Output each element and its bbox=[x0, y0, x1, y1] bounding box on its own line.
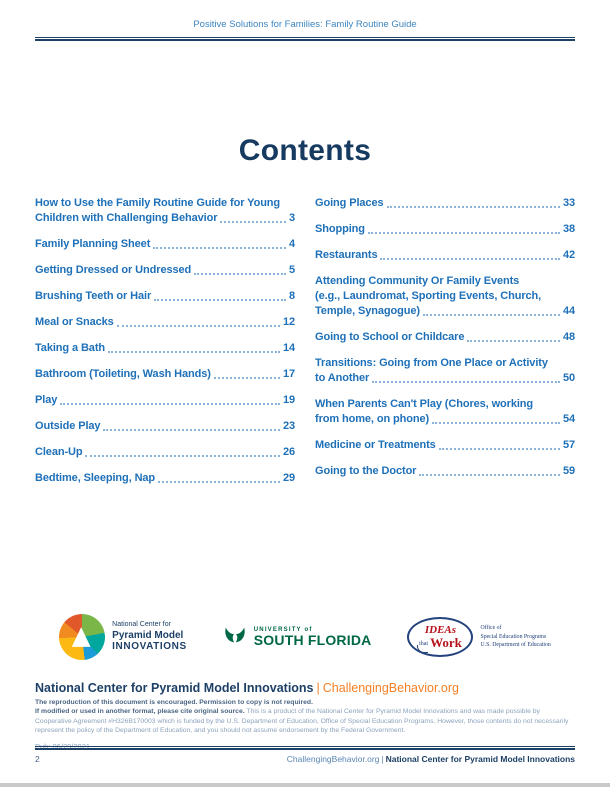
osep-text: Office of bbox=[480, 624, 502, 631]
ncpmi-swirl-icon bbox=[59, 614, 105, 660]
footer bbox=[35, 681, 575, 751]
toc-entry[interactable] bbox=[35, 289, 295, 304]
toc-entry-page: 23 bbox=[282, 420, 295, 432]
toc-entry[interactable] bbox=[315, 356, 575, 386]
usf-logo-text: SOUTH FLORIDA bbox=[253, 631, 372, 648]
toc-entry-page: 42 bbox=[562, 249, 575, 261]
dotted-leader bbox=[158, 481, 280, 483]
toc-entry-title: Play bbox=[35, 394, 58, 406]
toc-entry-title: Bedtime, Sleeping, Nap bbox=[35, 472, 156, 484]
toc-entry[interactable] bbox=[315, 274, 575, 319]
toc-entry[interactable] bbox=[315, 397, 575, 427]
toc-entry-title: Taking a Bath bbox=[35, 342, 106, 354]
logo-row bbox=[0, 614, 610, 660]
toc-entry-title: Restaurants bbox=[315, 249, 378, 261]
toc-entry[interactable] bbox=[35, 419, 295, 434]
toc-entry[interactable] bbox=[35, 237, 295, 252]
toc-entry-page: 5 bbox=[288, 264, 295, 276]
page-bottom-edge bbox=[0, 783, 610, 787]
toc-entry-page: 8 bbox=[288, 290, 295, 302]
dotted-leader bbox=[153, 247, 286, 249]
dotted-leader bbox=[194, 273, 286, 275]
dotted-leader bbox=[439, 448, 560, 450]
table-of-contents bbox=[35, 196, 575, 497]
toc-entry-title: Going to School or Childcare bbox=[315, 331, 465, 343]
toc-entry-title: Family Planning Sheet bbox=[35, 238, 151, 250]
page-footer-bar bbox=[35, 754, 575, 764]
footer-divider bbox=[35, 746, 575, 750]
toc-entry-page: 19 bbox=[282, 394, 295, 406]
toc-entry-title: Going to the Doctor bbox=[315, 465, 417, 477]
copyright-notice-line: The reproduction of this document is encouraged. Permission to copy is not required. bbox=[35, 699, 313, 706]
toc-entry[interactable] bbox=[315, 438, 575, 453]
toc-entry-page: 50 bbox=[562, 372, 575, 384]
toc-entry-title: (e.g., Laundromat, Sporting Events, Church, bbox=[315, 290, 542, 302]
footer-bottom-org: National Center for Pyramid Model Innovations bbox=[385, 754, 575, 764]
running-header: Positive Solutions for Families: Family Routine Guide bbox=[193, 19, 417, 30]
footer-bottom-site-link[interactable]: ChallengingBehavior.org bbox=[286, 754, 380, 764]
dotted-leader bbox=[214, 377, 280, 379]
toc-entry-title: When Parents Can't Play (Chores, working bbox=[315, 398, 534, 410]
toc-entry-page: 29 bbox=[282, 472, 295, 484]
toc-entry-page: 59 bbox=[562, 465, 575, 477]
toc-entry-title: Outside Play bbox=[35, 420, 101, 432]
toc-entry-title: Clean-Up bbox=[35, 446, 83, 458]
toc-entry-page: 54 bbox=[562, 413, 575, 425]
ncpmi-logo-text: National Center for bbox=[112, 621, 171, 629]
toc-entry-title: Brushing Teeth or Hair bbox=[35, 290, 152, 302]
toc-entry[interactable] bbox=[35, 367, 295, 382]
toc-entry-title: Medicine or Treatments bbox=[315, 439, 436, 451]
toc-entry-page: 38 bbox=[562, 223, 575, 235]
dotted-leader bbox=[108, 351, 280, 353]
toc-entry-page: 33 bbox=[562, 197, 575, 209]
toc-entry-title: Transitions: Going from One Place or Activity bbox=[315, 357, 548, 369]
dotted-leader bbox=[467, 340, 560, 342]
ncpmi-logo-text: Pyramid Model bbox=[112, 629, 184, 641]
toc-entry-title: Attending Community Or Family Events bbox=[315, 275, 520, 287]
dotted-leader bbox=[368, 232, 560, 234]
toc-column-right bbox=[315, 196, 575, 497]
copyright-notice-body bbox=[35, 707, 575, 735]
toc-entry-title: Getting Dressed or Undressed bbox=[35, 264, 192, 276]
ideas-oval-icon bbox=[407, 617, 473, 657]
toc-entry-page: 17 bbox=[282, 368, 295, 380]
footer-site-link[interactable]: ChallengingBehavior.org bbox=[322, 681, 459, 695]
copyright-notice-bold: If modified or used in another format, please cite original source. bbox=[35, 708, 245, 716]
toc-entry[interactable] bbox=[315, 248, 575, 263]
toc-entry-page: 4 bbox=[288, 238, 295, 250]
toc-entry[interactable] bbox=[315, 464, 575, 479]
toc-entry[interactable] bbox=[315, 330, 575, 345]
toc-entry[interactable] bbox=[315, 196, 575, 211]
footer-bottom-pipe: | bbox=[381, 754, 384, 764]
dotted-leader bbox=[154, 299, 286, 301]
toc-entry[interactable] bbox=[35, 315, 295, 330]
toc-entry-page: 26 bbox=[282, 446, 295, 458]
dotted-leader bbox=[60, 403, 280, 405]
dotted-leader bbox=[103, 429, 280, 431]
toc-entry-title: to Another bbox=[315, 372, 370, 384]
dotted-leader bbox=[432, 422, 560, 424]
toc-entry-page: 14 bbox=[282, 342, 295, 354]
page-number: 2 bbox=[35, 754, 40, 764]
dotted-leader bbox=[380, 258, 559, 260]
toc-entry-title: Children with Challenging Behavior bbox=[35, 212, 218, 224]
dotted-leader bbox=[117, 325, 280, 327]
toc-entry-title: How to Use the Family Routine Guide for Young bbox=[35, 197, 281, 209]
osep-text: U.S. Department of Education bbox=[480, 642, 551, 649]
toc-column-left bbox=[35, 196, 295, 497]
toc-entry-page: 3 bbox=[288, 212, 295, 224]
ideas-that-work-logo bbox=[407, 617, 550, 657]
toc-entry-page: 12 bbox=[282, 316, 295, 328]
usf-bull-icon bbox=[223, 623, 247, 652]
dotted-leader bbox=[419, 474, 560, 476]
publication-date: Pub: 06/29/2021 bbox=[35, 742, 91, 752]
toc-entry-title: Meal or Snacks bbox=[35, 316, 114, 328]
toc-entry[interactable] bbox=[35, 393, 295, 408]
ideas-logo-text: Work bbox=[430, 635, 462, 650]
toc-entry[interactable] bbox=[315, 222, 575, 237]
ncpmi-logo-text: INNOVATIONS bbox=[112, 641, 187, 653]
toc-entry-page: 57 bbox=[562, 439, 575, 451]
toc-entry[interactable] bbox=[35, 445, 295, 460]
dotted-leader bbox=[423, 314, 560, 316]
toc-entry-title: Shopping bbox=[315, 223, 365, 235]
ideas-arrow-icon bbox=[417, 645, 428, 653]
usf-logo-text: UNIVERSITY of bbox=[253, 626, 313, 633]
osep-text: Special Education Programs bbox=[480, 633, 547, 640]
dotted-leader bbox=[387, 206, 560, 208]
footer-pipe: | bbox=[316, 681, 320, 695]
dotted-leader bbox=[85, 455, 279, 457]
usf-logo bbox=[223, 623, 372, 652]
header-divider bbox=[35, 37, 575, 41]
toc-entry[interactable] bbox=[35, 196, 295, 226]
toc-entry[interactable] bbox=[35, 341, 295, 356]
dotted-leader bbox=[220, 221, 286, 223]
page-title: Contents bbox=[238, 134, 372, 167]
toc-entry-title: Going Places bbox=[315, 197, 384, 209]
toc-entry-page: 48 bbox=[562, 331, 575, 343]
toc-entry-title: from home, on phone) bbox=[315, 413, 430, 425]
dotted-leader bbox=[372, 381, 560, 383]
ncpmi-logo bbox=[59, 614, 187, 660]
copyright-notice-rest: This is a product of the National Center for Pyramid Model Innovations and was made possible by Cooperative Agreement #H326B170003 which is funded by the U.S. Department of Education, Office of Special Education Programs. However, those contents do not necessarily represent the policy of the Department of Education, and you should not assume endorsement by the Federal Government. bbox=[35, 708, 569, 734]
toc-entry[interactable] bbox=[35, 263, 295, 278]
toc-entry-title: Temple, Synagogue) bbox=[315, 305, 420, 317]
footer-org-name: National Center for Pyramid Model Innovations bbox=[35, 681, 314, 695]
toc-entry-title: Bathroom (Toileting, Wash Hands) bbox=[35, 368, 211, 380]
toc-entry[interactable] bbox=[35, 471, 295, 486]
toc-entry-page: 44 bbox=[562, 305, 575, 317]
ideas-logo-text: IDEAs bbox=[424, 624, 457, 636]
ideas-logo-text: that bbox=[419, 641, 429, 647]
